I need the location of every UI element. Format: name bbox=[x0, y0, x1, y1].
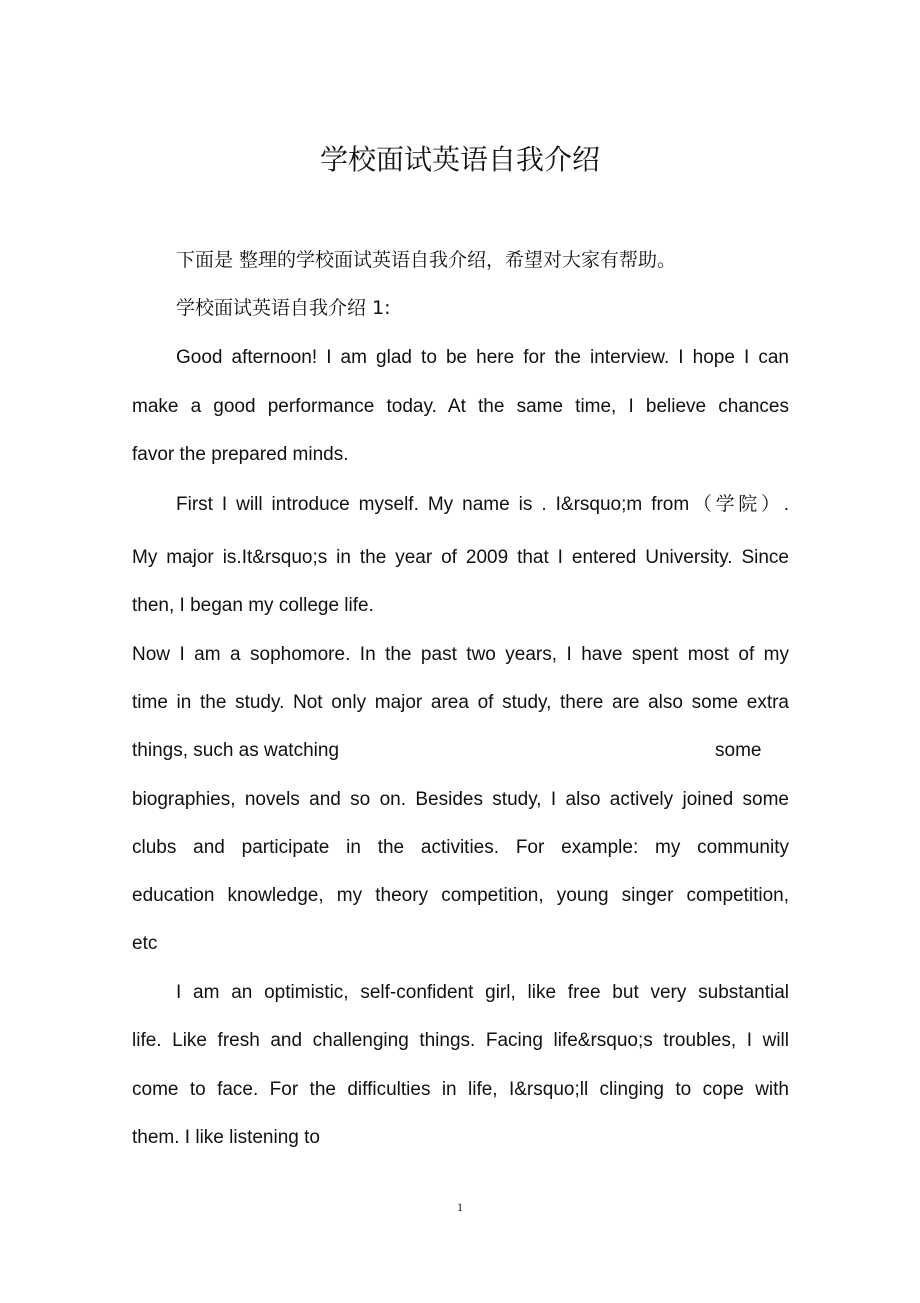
paragraph-line: favor the prepared minds. bbox=[132, 444, 349, 465]
paragraph-line: life. Like fresh and challenging things. Facing life&rsquo;s troubles, I will bbox=[132, 1030, 789, 1051]
line-fragment: things, such as watching bbox=[132, 740, 340, 761]
paragraph-line: biographies, novels and so on. Besides study, I also actively joined some bbox=[132, 789, 789, 810]
paragraph-line: then, I began my college life. bbox=[132, 595, 374, 616]
paragraph-line-split bbox=[132, 739, 789, 763]
page-number: 1 bbox=[457, 1200, 463, 1214]
paragraph-line: clubs and participate in the activities. For example: my community bbox=[132, 837, 789, 858]
paragraph-line: make a good performance today. At the same time, I believe chances bbox=[132, 396, 789, 417]
paragraph-line: Good afternoon! I am glad to be here for the interview. I hope I can bbox=[176, 347, 789, 368]
paragraph-line: time in the study. Not only major area of study, there are also some extra bbox=[132, 692, 789, 713]
paragraph-line: education knowledge, my theory competition, young singer competition, bbox=[132, 885, 789, 906]
paragraph-line: etc bbox=[132, 933, 158, 954]
line-fragment: some bbox=[715, 740, 762, 761]
paragraph-line: Now I am a sophomore. In the past two years, I have spent most of my bbox=[132, 644, 789, 665]
paragraph-line: come to face. For the difficulties in life, I&rsquo;ll clinging to cope with bbox=[132, 1079, 789, 1100]
paragraph-line: First I will introduce myself. My name is . I&rsquo;m from（学院）. bbox=[176, 494, 789, 515]
paragraph-line: them. I like listening to bbox=[132, 1127, 320, 1148]
intro-paragraph: 下面是 整理的学校面试英语自我介绍，希望对大家有帮助。 bbox=[176, 249, 677, 271]
section-subtitle: 学校面试英语自我介绍 1: bbox=[176, 297, 391, 319]
paragraph-line: I am an optimistic, self-confident girl, like free but very substantial bbox=[176, 982, 789, 1003]
paragraph-line: My major is.It&rsquo;s in the year of 2009 that I entered University. Since bbox=[132, 547, 789, 568]
document-title: 学校面试英语自我介绍 bbox=[319, 143, 600, 176]
